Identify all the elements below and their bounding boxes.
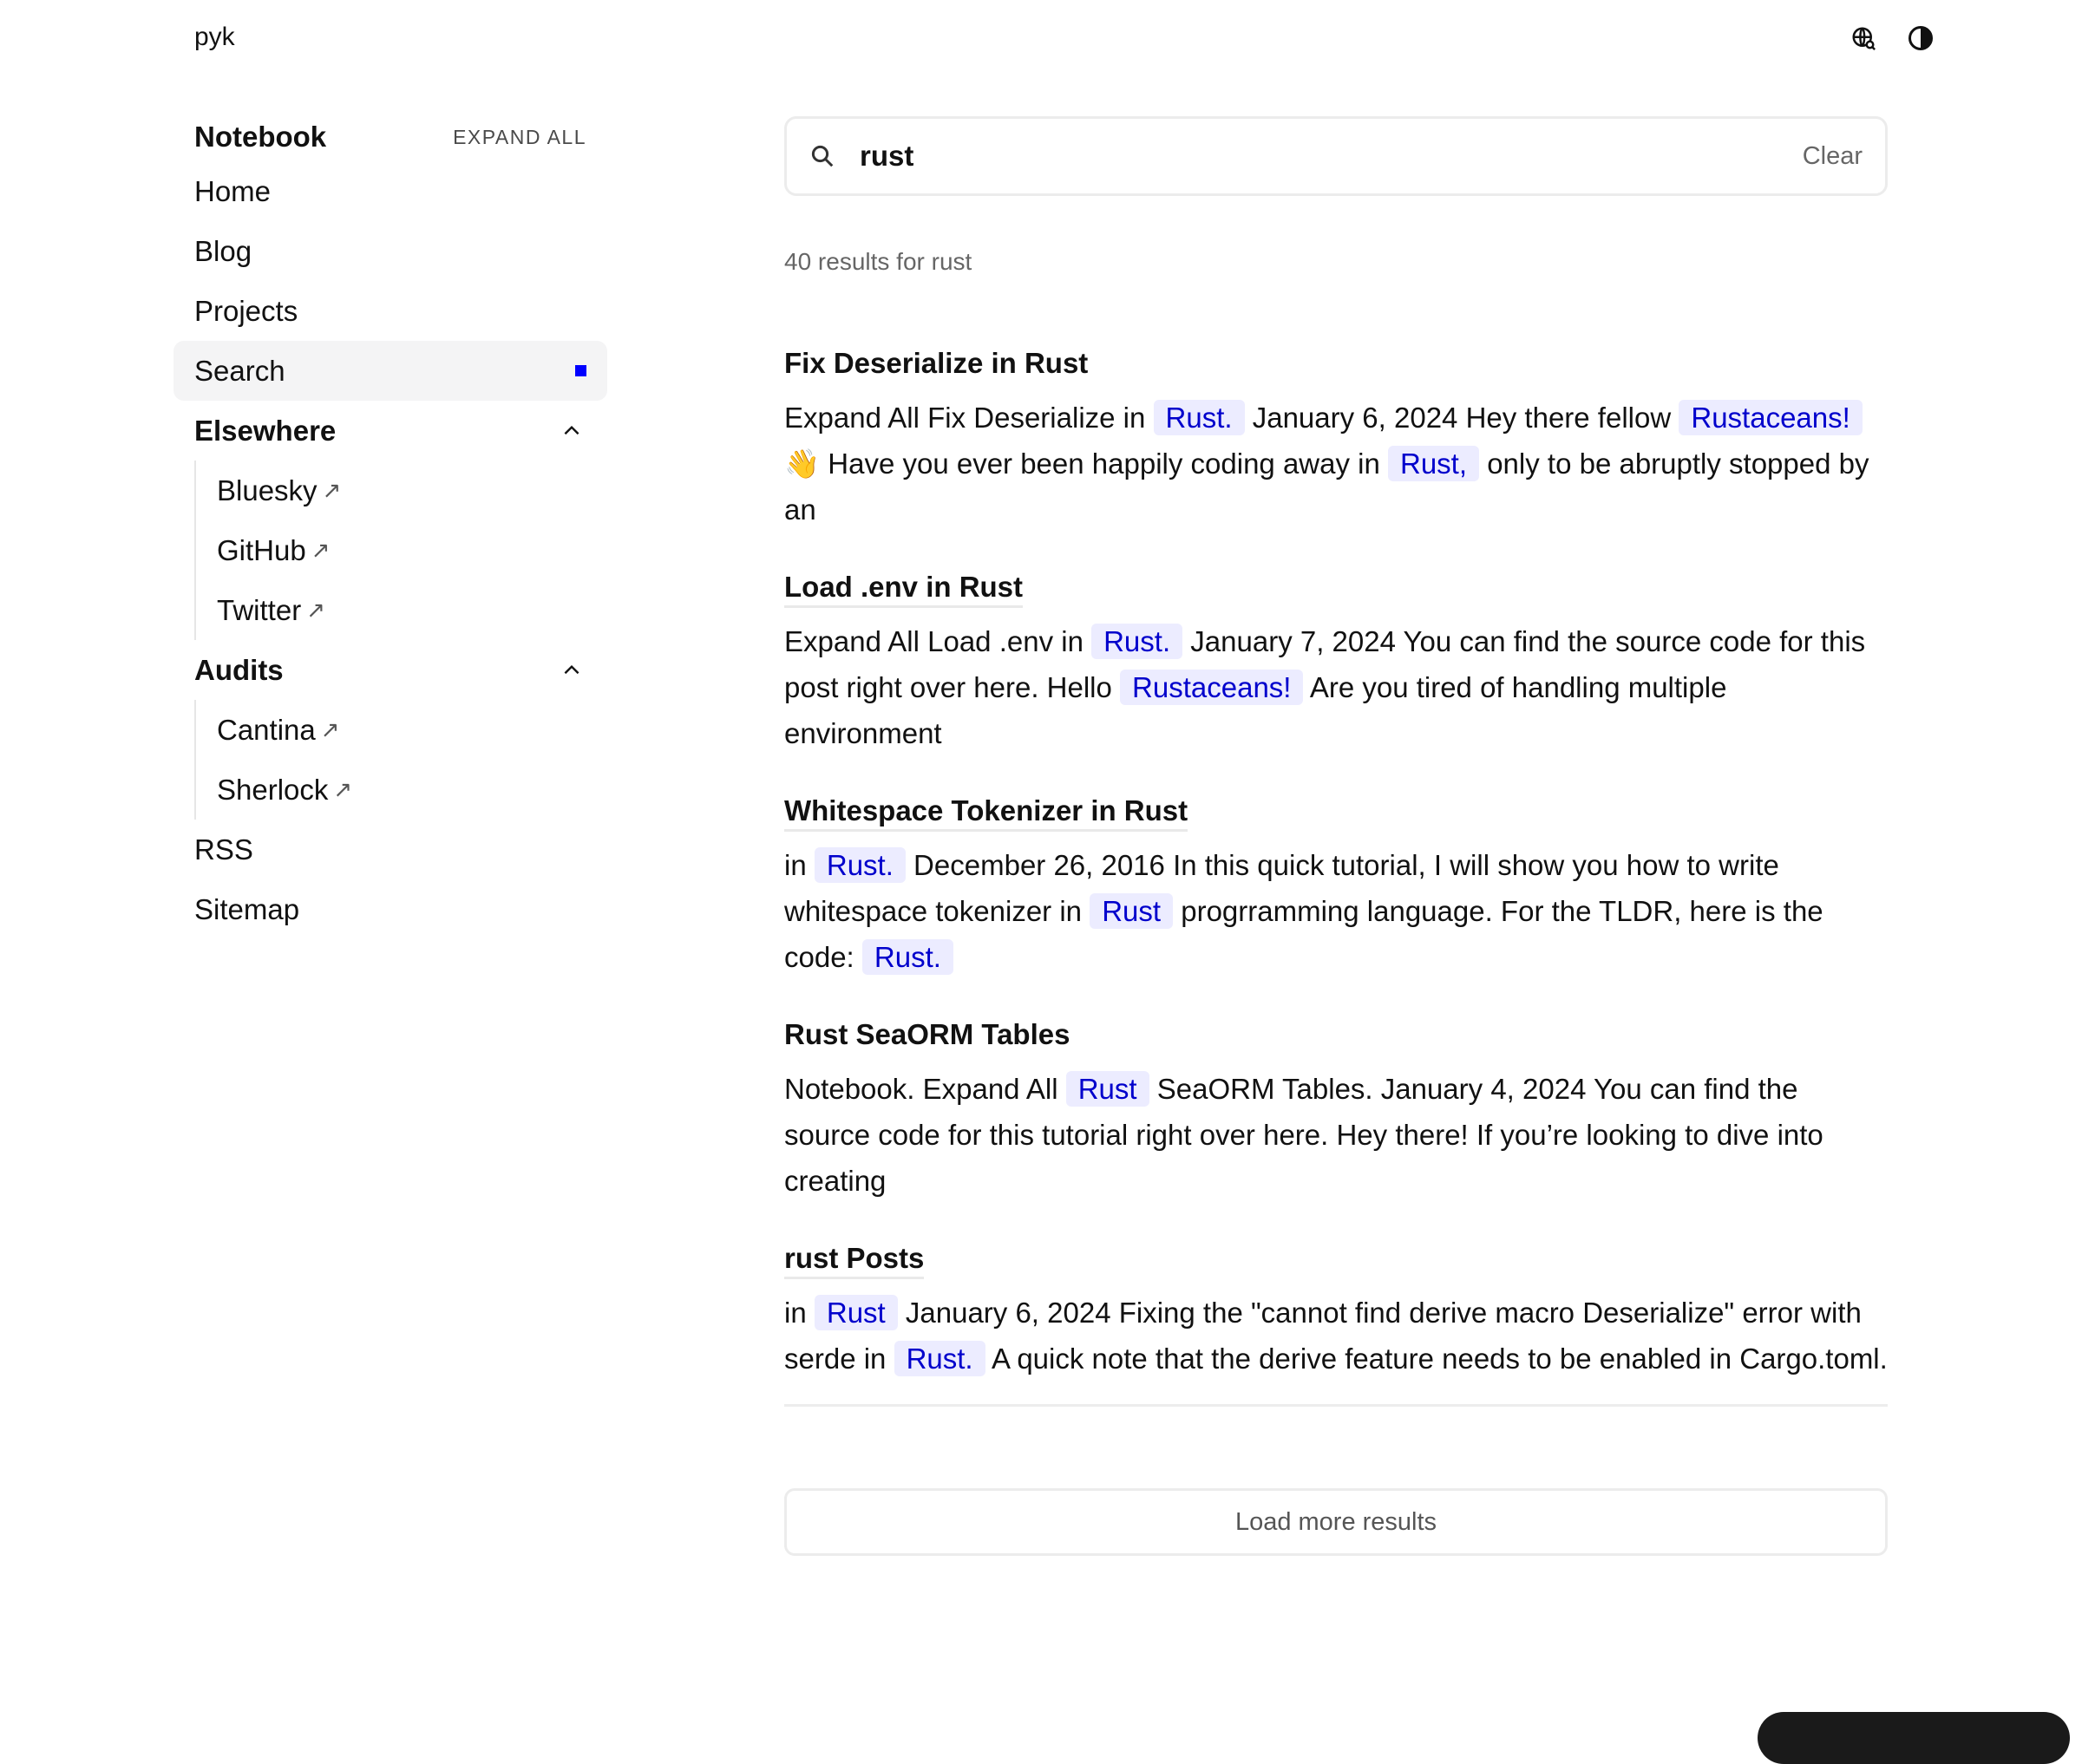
sidebar-title: Notebook (194, 121, 327, 153)
section-title: Elsewhere (194, 414, 337, 447)
result-snippet: Notebook. Expand All Rust SeaORM Tables. January 4, 2024 You can find the source code for this tutorial right over here. Hey there! If you’re looking to dive into creating (784, 1073, 1823, 1197)
external-link-icon: ↗ (322, 477, 342, 503)
audits-links (194, 700, 607, 820)
search-highlight: Rust (1090, 893, 1173, 929)
search-highlight: Rust. (1154, 400, 1245, 435)
sidebar-item-search[interactable] (174, 341, 607, 401)
sidebar-item-label: RSS (194, 833, 253, 866)
header-actions (1848, 23, 1936, 54)
external-link-icon: ↗ (320, 716, 340, 742)
section-title: Audits (194, 653, 284, 686)
result-title[interactable]: rust Posts (784, 1242, 924, 1279)
load-more-button[interactable]: Load more results (784, 1488, 1888, 1556)
search-highlight: Rust. (815, 847, 906, 883)
sidebar-item-label: Bluesky (217, 474, 318, 506)
sidebar-item-github[interactable] (196, 520, 607, 580)
external-link-icon: ↗ (306, 597, 325, 623)
sidebar (174, 113, 607, 939)
result-snippet: Expand All Fix Deserialize in Rust. January 6, 2024 Hey there fellow Rustaceans! 👋 Have you ever been happily coding away in Rust, only to be abruptly stopped by an (784, 402, 1869, 526)
chevron-up-icon[interactable] (557, 416, 586, 446)
results-list (784, 347, 1888, 1407)
result-item (784, 571, 1888, 756)
main-content (784, 116, 1888, 1556)
sidebar-item-sherlock[interactable] (196, 760, 607, 820)
result-snippet: in Rust January 6, 2024 Fixing the "cannot find derive macro Deserialize" error with serde in Rust. A quick note that the derive feature needs to be enabled in Cargo.toml. (784, 1297, 1888, 1375)
sidebar-item-label: Blog (194, 234, 252, 267)
search-icon (809, 141, 839, 171)
search-highlight: Rustaceans! (1120, 670, 1303, 705)
floating-toolbar[interactable] (1758, 1712, 2070, 1764)
sidebar-item-home[interactable] (174, 161, 607, 221)
result-title[interactable]: Whitespace Tokenizer in Rust (784, 794, 1188, 832)
search-highlight: Rust (1066, 1071, 1149, 1107)
sidebar-item-blog[interactable] (174, 221, 607, 281)
result-item (784, 1242, 1888, 1382)
search-input[interactable] (858, 139, 1803, 173)
search-highlight: Rustaceans! (1679, 400, 1862, 435)
external-link-icon: ↗ (333, 776, 353, 802)
result-item (784, 1018, 1888, 1204)
sidebar-item-label: Sherlock (217, 773, 329, 806)
search-box (784, 116, 1888, 196)
sidebar-header (174, 113, 607, 161)
search-highlight: Rust, (1388, 446, 1479, 481)
active-indicator (575, 365, 586, 376)
search-highlight: Rust (815, 1295, 898, 1330)
result-item (784, 347, 1888, 532)
sidebar-item-label: Search (194, 354, 285, 387)
sidebar-item-label: GitHub (217, 533, 306, 566)
sidebar-item-label: Cantina (217, 713, 316, 746)
sidebar-item-label: Sitemap (194, 892, 300, 925)
contrast-icon[interactable] (1905, 23, 1936, 54)
elsewhere-links (194, 461, 607, 640)
sidebar-item-label: Home (194, 174, 272, 207)
result-title[interactable]: Load .env in Rust (784, 571, 1023, 608)
sidebar-item-label: Twitter (217, 593, 302, 626)
external-link-icon: ↗ (311, 537, 331, 563)
sidebar-item-projects[interactable] (174, 281, 607, 341)
clear-button[interactable]: Clear (1802, 141, 1863, 170)
sidebar-item-rss[interactable] (174, 820, 607, 879)
sidebar-section-audits[interactable] (174, 640, 607, 700)
sidebar-item-sitemap[interactable] (174, 879, 607, 939)
search-highlight: Rust. (862, 939, 953, 975)
sidebar-item-twitter[interactable] (196, 580, 607, 640)
expand-all-button[interactable]: EXPAND ALL (453, 125, 586, 148)
sidebar-item-cantina[interactable] (196, 700, 607, 760)
sidebar-item-label: Projects (194, 294, 298, 327)
sidebar-item-bluesky[interactable] (196, 461, 607, 520)
result-item (784, 794, 1888, 980)
result-title[interactable]: Fix Deserialize in Rust (784, 347, 1089, 379)
search-highlight: Rust. (894, 1341, 985, 1376)
results-count: 40 results for rust (784, 248, 972, 275)
result-title[interactable]: Rust SeaORM Tables (784, 1018, 1070, 1050)
chevron-up-icon[interactable] (557, 656, 586, 685)
result-snippet: in Rust. December 26, 2016 In this quick tutorial, I will show you how to write whitespace tokenizer in Rust progrramming language. For the TLDR, here is the code: Rust. (784, 849, 1823, 973)
sidebar-section-elsewhere[interactable] (174, 401, 607, 461)
search-highlight: Rust. (1091, 624, 1182, 659)
result-snippet: Expand All Load .env in Rust. January 7, 2024 You can find the source code for this post right over here. Hello Rustaceans! Are you tired of handling multiple environment (784, 625, 1866, 749)
globe-search-icon[interactable] (1848, 23, 1879, 54)
site-brand[interactable]: pyk (194, 23, 235, 51)
